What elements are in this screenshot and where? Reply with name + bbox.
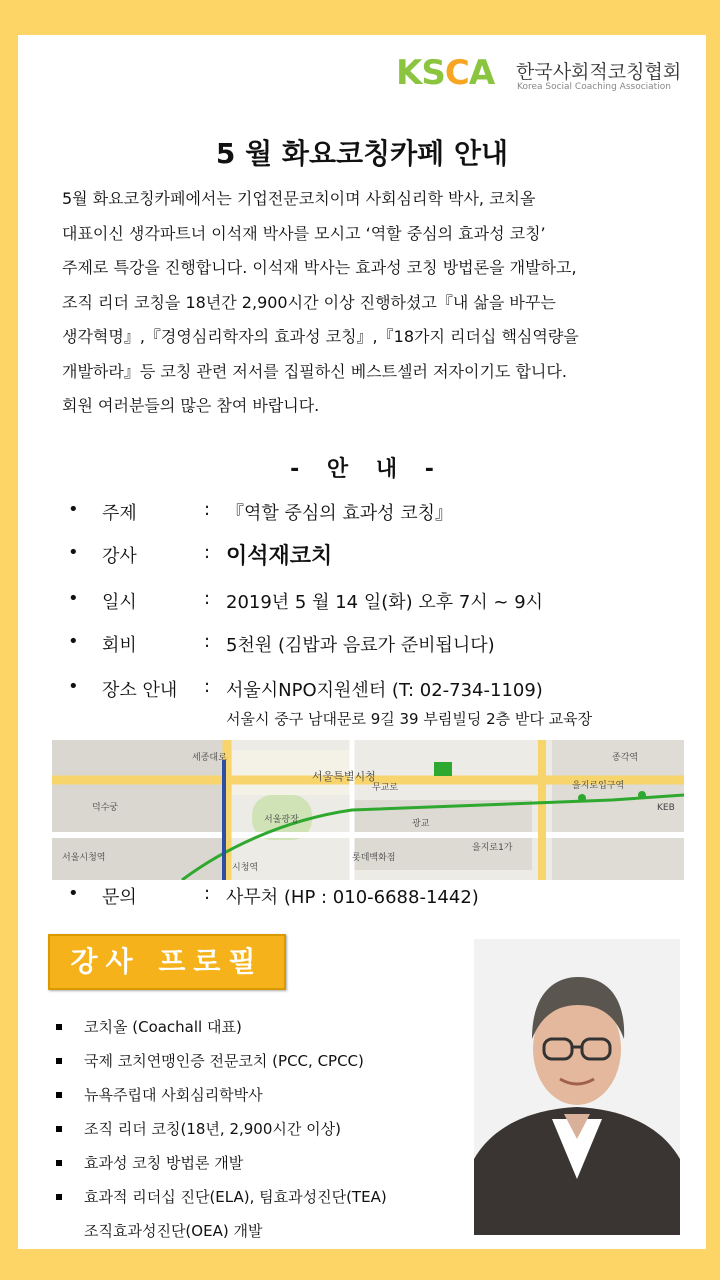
info-label: 문의 <box>102 887 137 908</box>
square-bullet-icon <box>56 1126 62 1132</box>
info-colon: : <box>204 631 211 652</box>
intro-line: 생각혁명』,『경영심리학자의 효과성 코칭』,『18가지 리더십 핵심역량을 <box>62 327 579 346</box>
list-item-continued: 조직효과성진단(OEA) 개발 <box>84 1222 263 1240</box>
intro-line: 5월 화요코칭카페에서는 기업전문코치이며 사회심리학 박사, 코치올 <box>62 189 536 208</box>
profile-heading: 강사 프로필 <box>70 945 264 978</box>
info-label: 일시 <box>102 592 137 613</box>
location-address: 서울시 중구 남대문로 9길 39 부림빌딩 2층 받다 교육장 <box>226 710 593 728</box>
intro-line: 조직 리더 코칭을 18년간 2,900시간 이상 진행하셨고『내 삶을 바꾸는 <box>62 292 556 312</box>
poster-title: 5 월 화요코칭카페 안내 <box>215 137 509 170</box>
list-item: 효과적 리더십 진단(ELA), 팀효과성진단(TEA) <box>56 1180 476 1214</box>
info-label: 강사 <box>102 546 137 567</box>
bullet-icon: • <box>68 631 79 652</box>
logo-org-name: 한국사회적코칭협회 <box>516 61 682 83</box>
location-map <box>52 740 684 880</box>
map-label: 롯데백화점 <box>352 853 396 863</box>
map-label: KEB <box>657 803 675 813</box>
portrait-graphic <box>474 939 680 1235</box>
info-colon: : <box>204 676 211 697</box>
map-label: 을지로1가 <box>472 843 513 853</box>
info-colon: : <box>204 588 211 609</box>
map-label: 세종대로 <box>192 753 227 763</box>
profile-heading-box <box>48 934 286 990</box>
info-label: 주제 <box>102 503 137 524</box>
intro-line: 주제로 특강을 진행합니다. 이석재 박사는 효과성 코칭 방법론을 개발하고, <box>62 258 577 277</box>
list-item: 효과성 코칭 방법론 개발 <box>56 1146 476 1180</box>
bullet-icon: • <box>68 883 79 904</box>
info-value: 서울시NPO지원센터 (T: 02-734-1109) <box>226 680 543 701</box>
info-colon: : <box>204 499 211 520</box>
map-label: 광교 <box>412 819 430 829</box>
info-value: 2019년 5 월 14 일(화) 오후 7시 ~ 9시 <box>226 592 544 613</box>
map-label: 서울시청역 <box>62 853 106 863</box>
map-graphic <box>52 740 684 880</box>
bullet-icon: • <box>68 588 79 609</box>
map-label: 무교로 <box>372 783 399 793</box>
intro-line: 개발하라』등 코칭 관련 저서를 집필하신 베스트셀러 저자이기도 합니다. <box>62 361 567 381</box>
square-bullet-icon <box>56 1160 62 1166</box>
square-bullet-icon <box>56 1024 62 1030</box>
intro-paragraph <box>62 182 672 424</box>
info-colon: : <box>204 542 211 563</box>
map-label: 종각역 <box>612 753 639 763</box>
list-item: 국제 코치연맹인증 전문코치 (PCC, CPCC) <box>56 1044 476 1078</box>
logo-mark: KSCA <box>396 53 495 93</box>
map-label: 서울광장 <box>264 815 299 825</box>
ksca-logo <box>396 55 696 101</box>
list-item: 조직 리더 코칭(18년, 2,900시간 이상) <box>56 1112 476 1146</box>
map-label: 시청역 <box>232 863 259 873</box>
map-label: 서울특별시청 <box>312 770 376 783</box>
info-colon: : <box>204 883 211 904</box>
logo-org-subtitle: Korea Social Coaching Association <box>517 82 671 92</box>
map-label: 덕수궁 <box>92 803 119 813</box>
info-value-lecturer: 이석재코치 <box>226 544 333 569</box>
info-value: 『역할 중심의 효과성 코칭』 <box>226 503 454 524</box>
list-item: 뉴욕주립대 사회심리학박사 <box>56 1078 476 1112</box>
profile-list <box>56 1010 476 1248</box>
list-item: 코치올 (Coachall 대표) <box>56 1010 476 1044</box>
bullet-icon: • <box>68 499 79 520</box>
bullet-icon: • <box>68 676 79 697</box>
intro-line: 회원 여러분들의 많은 참여 바랍니다. <box>62 396 320 415</box>
info-label: 장소 안내 <box>102 680 178 701</box>
guide-heading: - 안 내 - <box>290 457 434 482</box>
info-value: 5천원 (김밥과 음료가 준비됩니다) <box>226 635 495 656</box>
square-bullet-icon <box>56 1092 62 1098</box>
info-value: 사무처 (HP : 010-6688-1442) <box>226 887 479 908</box>
info-label: 회비 <box>102 635 137 656</box>
lecturer-photo <box>474 939 680 1235</box>
map-label: 을지로입구역 <box>572 781 625 791</box>
bullet-icon: • <box>68 542 79 563</box>
square-bullet-icon <box>56 1194 62 1200</box>
square-bullet-icon <box>56 1058 62 1064</box>
intro-line: 대표이신 생각파트너 이석재 박사를 모시고 ‘역할 중심의 효과성 코칭’ <box>62 223 546 243</box>
poster <box>18 35 706 1249</box>
